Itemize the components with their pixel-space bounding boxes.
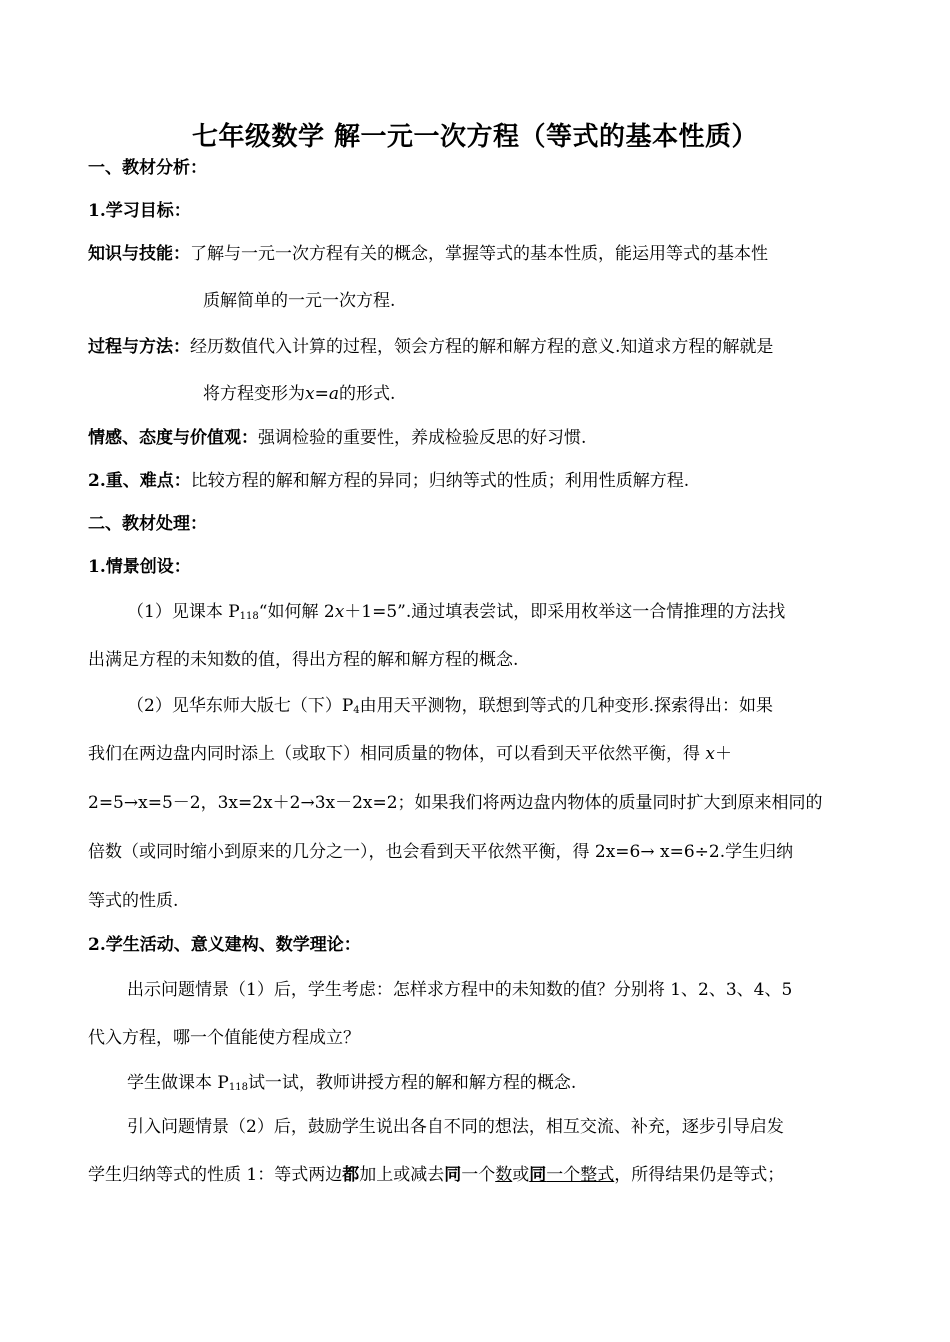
text-span: 学生做课本 P — [127, 1073, 229, 1093]
paragraph-2-line3: 2=5→x=5－2，3x=2x＋2→3x－2x=2；如果我们将两边盘内物体的质量同时扩大到原来相同的 — [88, 793, 823, 813]
variable-x: x — [705, 744, 715, 764]
text-span: ＋ — [715, 744, 732, 764]
variable-x: x — [305, 384, 315, 404]
text-span: “如何解 2 — [258, 602, 335, 622]
scene-creation-heading: 1.情景创设： — [88, 557, 191, 577]
text-span: （1）见课本 P — [127, 602, 240, 622]
text-span: ＋1=5”.通过填表尝试，即采用枚举这一合情推理的方法找 — [344, 602, 786, 622]
page-subscript: 118 — [239, 611, 259, 622]
text-span: 由用天平测物，联想到等式的几种变形.探索得出：如果 — [359, 696, 774, 716]
variable-x: x — [334, 602, 345, 622]
activity-paragraph-2 — [127, 1071, 576, 1100]
variable-a: a — [328, 384, 339, 404]
knowledge-skills-line1 — [88, 242, 768, 266]
section-heading-analysis: 一、教材分析： — [88, 158, 207, 178]
process-method-line1 — [88, 335, 773, 359]
emphasis-tong: 同 — [444, 1165, 462, 1185]
key-difficult-text: 比较方程的解和解方程的异同；归纳等式的性质；利用性质解方程. — [190, 471, 690, 491]
activity-paragraph-3-line2 — [88, 1163, 784, 1187]
knowledge-skills-text: 了解与一元一次方程有关的概念，掌握等式的基本性质，能运用等式的基本性 — [190, 244, 768, 264]
process-method-text: 经历数值代入计算的过程，领会方程的解和解方程的意义.知道求方程的解就是 — [190, 337, 774, 357]
text-span: 将方程变形为 — [203, 384, 305, 404]
page-title: 七年级数学 解一元一次方程（等式的基本性质） — [191, 122, 759, 152]
emphasis-dou: 都 — [342, 1165, 360, 1185]
paragraph-1-line1 — [127, 600, 785, 629]
paragraph-2-line5: 等式的性质. — [88, 891, 179, 911]
emotion-attitude-line — [88, 426, 586, 450]
text-span: （2）见华东师大版七（下）P — [127, 696, 354, 716]
process-method-label: 过程与方法： — [88, 337, 190, 357]
text-span: 的形式. — [338, 384, 396, 404]
emotion-attitude-label: 情感、态度与价值观： — [88, 428, 258, 448]
text-span: ，所得结果仍是等式； — [614, 1165, 785, 1185]
text-span: 或 — [512, 1165, 530, 1185]
knowledge-skills-line2: 质解简单的一元一次方程. — [203, 291, 396, 311]
paragraph-2-line1 — [127, 694, 773, 723]
page-subscript: 4 — [353, 705, 360, 716]
paragraph-2-line4: 倍数（或同时缩小到原来的几分之一），也会看到天平依然平衡，得 2x=6→ x=6÷2.学生归纳 — [88, 842, 794, 862]
paragraph-1-line2: 出满足方程的未知数的值，得出方程的解和解方程的概念. — [88, 650, 519, 670]
text-span: 加上或减去 — [359, 1165, 445, 1185]
section-heading-processing: 二、教材处理： — [88, 514, 207, 534]
key-difficult-label: 2.重、难点： — [88, 471, 191, 491]
underlined-shu: 数 — [495, 1165, 513, 1185]
student-activity-heading: 2.学生活动、意义建构、数学理论： — [88, 935, 361, 955]
text-span: 试一试，教师讲授方程的解和解方程的概念. — [247, 1073, 577, 1093]
activity-paragraph-3-line1: 引入问题情景（2）后，鼓励学生说出各自不同的想法，相互交流、补充，逐步引导启发 — [127, 1117, 784, 1137]
emphasis-tong-underlined: 同 — [529, 1165, 547, 1185]
emotion-attitude-text: 强调检验的重要性，养成检验反思的好习惯. — [258, 428, 587, 448]
process-method-line2 — [203, 382, 395, 406]
text-span: 学生归纳等式的性质 1：等式两边 — [88, 1165, 343, 1185]
equals-sign: = — [314, 384, 329, 404]
knowledge-skills-label: 知识与技能： — [88, 244, 190, 264]
text-span: 我们在两边盘内同时添上（或取下）相同质量的物体，可以看到天平依然平衡，得 — [88, 744, 700, 764]
underlined-zhengshi: 一个整式 — [546, 1165, 615, 1185]
text-span: 一个 — [461, 1165, 496, 1185]
paragraph-2-line2 — [88, 742, 732, 766]
key-difficult-points-line — [88, 469, 689, 493]
learning-goal-heading: 1.学习目标： — [88, 201, 191, 221]
activity-paragraph-1-line1: 出示问题情景（1）后，学生考虑：怎样求方程中的未知数的值？分别将 1、2、3、4、5 — [127, 980, 793, 1000]
page-subscript: 118 — [228, 1082, 248, 1093]
activity-paragraph-1-line2: 代入方程，哪一个值能使方程成立？ — [88, 1028, 360, 1048]
